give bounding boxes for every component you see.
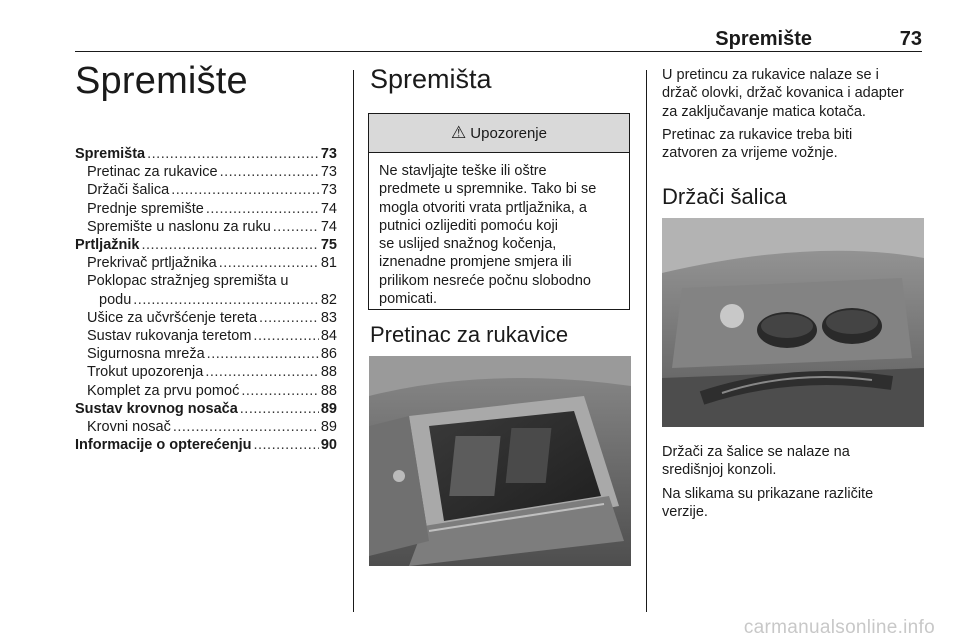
toc-leader-dots — [133, 291, 319, 309]
warning-text — [369, 153, 629, 308]
text-line: Ne stavljajte teške ili oštre — [379, 163, 547, 179]
toc-entry-page: 81 — [320, 255, 337, 272]
header-rule — [75, 51, 922, 52]
text-line: mogla otvoriti vrata prtljažnika, a — [379, 199, 587, 216]
watermark: carmanualsonline.info — [743, 617, 935, 638]
toc-entry-page: 86 — [320, 346, 337, 363]
section-title-spremista: Spremišta — [370, 64, 492, 94]
toc-entry-label: Prtljažnik — [75, 237, 140, 254]
toc-leader-dots — [147, 145, 319, 163]
text-line: putnici ozlijediti pomoću koji — [379, 217, 558, 234]
toc-entry-page: 82 — [320, 291, 337, 308]
toc-leader-dots — [219, 254, 319, 272]
text-line: Na slikama su prikazane različite — [662, 486, 874, 502]
toc-entry-label: Držači šalica — [87, 182, 170, 199]
cupholder-photo — [662, 218, 924, 427]
text-line: središnjoj konzoli. — [662, 462, 777, 479]
section-title-cupholders: Držači šalica — [662, 184, 787, 209]
text-line: za zaključavanje matica kotača. — [662, 103, 866, 120]
toc-entry-page: 83 — [320, 309, 337, 326]
text-line: Držači za šalice se nalaze na — [662, 444, 850, 460]
toc-entry[interactable] — [75, 363, 337, 381]
toc-entry-page: 73 — [320, 146, 337, 162]
toc-entry[interactable] — [75, 418, 337, 436]
toc-entry[interactable] — [75, 436, 337, 454]
toc-entry-page: 89 — [320, 419, 337, 436]
toc-entry-label: Komplet za prvu pomoć — [87, 382, 240, 399]
toc-entry-label: Sustav krovnog nosača — [75, 400, 238, 417]
warning-triangle-icon: ⚠ — [451, 123, 467, 142]
text-line: verzije. — [662, 504, 708, 521]
toc-entry[interactable] — [75, 272, 337, 290]
text-line: držač olovki, držač kovanica i adapter — [662, 85, 904, 102]
toc-leader-dots — [253, 327, 318, 345]
toc-leader-dots — [141, 236, 318, 254]
versions-note — [662, 485, 932, 522]
glovebox-description — [662, 66, 932, 121]
page-number: 73 — [899, 28, 922, 50]
section-title-glovebox: Pretinac za rukavice — [370, 322, 569, 347]
toc-entry-page: 88 — [320, 382, 337, 399]
column-divider-left — [353, 70, 354, 612]
toc-entry-page: 73 — [320, 164, 337, 181]
toc-leader-dots — [241, 382, 319, 400]
toc-entry-page: 73 — [320, 182, 337, 199]
toc-entry-page: 90 — [320, 437, 337, 454]
toc-entry-label: Sigurnosna mreža — [87, 346, 205, 363]
toc-entry-label: Prekrivač prtljažnika — [87, 255, 217, 272]
toc-entry[interactable] — [75, 291, 337, 309]
text-line: se uslijed snažnog kočenja, — [379, 236, 557, 253]
toc-entry[interactable] — [75, 200, 337, 218]
toc-entry-page: 89 — [320, 400, 337, 417]
toc-leader-dots — [259, 309, 319, 327]
toc-entry[interactable] — [75, 382, 337, 400]
cupholder-caption — [662, 443, 932, 480]
column-divider-right — [646, 70, 647, 612]
warning-header — [369, 114, 629, 153]
toc-entry[interactable] — [75, 181, 337, 199]
toc-entry-label: Poklopac stražnjeg spremišta u — [87, 273, 289, 290]
chapter-title: Spremište — [75, 60, 248, 102]
toc-entry[interactable] — [75, 163, 337, 181]
toc-entry[interactable] — [75, 218, 337, 236]
cupholder-illustration — [662, 218, 924, 427]
toc-entry-label: Pretinac za rukavice — [87, 164, 218, 181]
toc-leader-dots — [173, 418, 319, 436]
toc-leader-dots — [205, 363, 319, 381]
toc-leader-dots — [207, 345, 319, 363]
toc-entry-label: Spremišta — [75, 146, 146, 162]
toc-leader-dots — [206, 200, 319, 218]
toc-leader-dots — [220, 163, 319, 181]
glovebox-illustration — [369, 356, 631, 566]
warning-box — [368, 113, 630, 310]
toc-entry[interactable] — [75, 145, 337, 163]
toc-entry[interactable] — [75, 400, 337, 418]
toc-entry-label: Krovni nosač — [87, 419, 171, 436]
warning-heading: Upozorenje — [470, 124, 547, 142]
toc-entry-label: podu — [99, 291, 132, 308]
toc-entry[interactable] — [75, 236, 337, 254]
toc-entry-page: 75 — [320, 237, 337, 254]
glovebox-photo — [369, 356, 631, 566]
toc-entry-label: Prednje spremište — [87, 200, 204, 217]
text-line: prilikom nesreće počnu slobodno — [379, 272, 591, 289]
toc-leader-dots — [171, 181, 319, 199]
running-header-title: Spremište — [715, 28, 812, 50]
text-line: predmete u spremnike. Tako bi se — [379, 181, 597, 198]
toc-leader-dots — [253, 436, 318, 454]
toc-entry-page: 88 — [320, 364, 337, 381]
text-line: zatvoren za vrijeme vožnje. — [662, 145, 838, 162]
text-line: U pretincu za rukavice nalaze se i — [662, 67, 879, 83]
toc-leader-dots — [240, 400, 319, 418]
glovebox-closed-note — [662, 126, 932, 163]
toc-entry[interactable] — [75, 254, 337, 272]
toc-leader-dots — [273, 218, 319, 236]
text-line: iznenadne promjene smjera ili — [379, 254, 572, 271]
toc-entry-page: 74 — [320, 200, 337, 217]
toc-entry-label: Sustav rukovanja teretom — [87, 328, 252, 345]
toc-entry-label: Informacije o opterećenju — [75, 437, 252, 454]
table-of-contents — [75, 145, 337, 454]
toc-entry-page: 74 — [320, 218, 337, 235]
text-line: Pretinac za rukavice treba biti — [662, 127, 853, 143]
toc-entry-label: Spremište u naslonu za ruku — [87, 218, 271, 235]
toc-entry-label: Trokut upozorenja — [87, 364, 204, 381]
toc-entry-label: Ušice za učvršćenje tereta — [87, 309, 258, 326]
toc-entry-page: 84 — [320, 328, 337, 345]
text-line: pomicati. — [379, 291, 438, 308]
toc-entry[interactable] — [75, 309, 337, 327]
toc-entry[interactable] — [75, 327, 337, 345]
toc-entry[interactable] — [75, 345, 337, 363]
